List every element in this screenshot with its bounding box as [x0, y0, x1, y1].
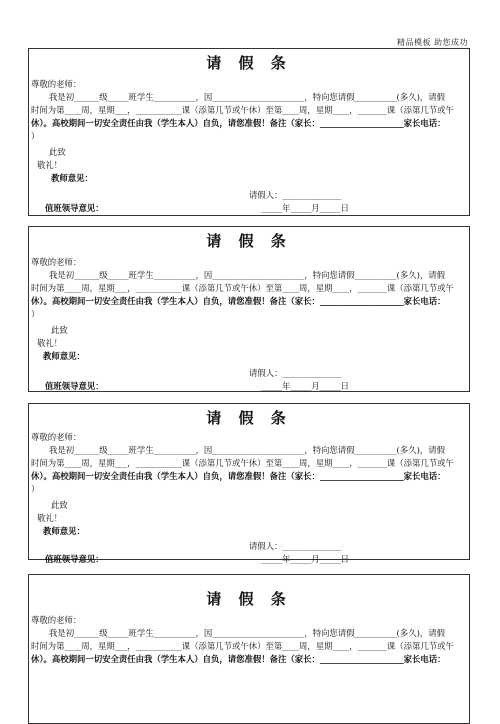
body-line-1: 我是初______级_____班学生__________，因______________________，特向您请假__________(多久)，请假 [49, 628, 445, 638]
body-line-3: 休）。高校期间一切安全责任由我（学生本人）自负，请您准假！备注（家长：____________________家长电话： [31, 654, 446, 664]
body-line-4: ） [31, 309, 40, 319]
closing-2: 敬礼！ [37, 513, 63, 523]
teacher-opinion: 教师意见： [51, 173, 93, 183]
slip-title: 请 假 条 [206, 590, 292, 608]
applicant-row [29, 367, 469, 380]
applicant-label: 请假人： [249, 541, 283, 551]
body-line-1: 我是初______级_____班学生__________，因______________________，特向您请假__________(多久)，请假 [49, 270, 445, 280]
teacher-opinion: 教师意见： [43, 351, 85, 361]
closing-1: 此致 [49, 147, 66, 157]
body-line-1: 我是初______级_____班学生__________，因______________________，特向您请假__________(多久)，请假 [49, 92, 445, 102]
leader-opinion: 值班领导意见： [45, 554, 104, 564]
leader-row [29, 553, 469, 566]
teacher-opinion: 教师意见： [43, 526, 85, 536]
salutation: 尊敬的老师： [31, 257, 82, 267]
body-line-2: 时间为第____周，星期___，___________课（添第几节或午休）至第____周，星期____，_______课（添第几节或午 [31, 283, 454, 293]
slip-title: 请 假 条 [206, 409, 292, 427]
body-line-3: 休）。高校期间一切安全责任由我（学生本人）自负，请您准假！备注（家长：____________________家长电话： [31, 296, 446, 306]
leave-slip-2 [28, 226, 470, 392]
date-text: _____年_____月_____日 [261, 203, 349, 213]
salutation: 尊敬的老师： [31, 432, 82, 442]
leader-row [29, 202, 469, 215]
applicant-blank: ______________ [282, 368, 342, 378]
salutation: 尊敬的老师： [31, 79, 82, 89]
slip-title: 请 假 条 [206, 54, 292, 72]
leader-opinion: 值班领导意见： [45, 381, 104, 391]
leave-slip-1 [28, 48, 470, 216]
applicant-blank: ______________ [282, 541, 342, 551]
body-line-4: ） [31, 484, 40, 494]
body-line-3: 休）。高校期间一切安全责任由我（学生本人）自负，请您准假！备注（家长：____________________家长电话： [31, 471, 446, 481]
slip-title: 请 假 条 [206, 232, 292, 250]
applicant-label: 请假人： [249, 190, 283, 200]
leave-slip-4 [28, 574, 470, 724]
closing-1: 此致 [51, 325, 68, 335]
body-line-2: 时间为第____周，星期___，___________课（添第几节或午休）至第____周，星期____，_______课（添第几节或午 [31, 105, 454, 115]
header-tag: 精品模板 助您成功 [396, 38, 468, 47]
body-line-2: 时间为第____周，星期___，___________课（添第几节或午休）至第____周，星期____，_______课（添第几节或午 [31, 458, 454, 468]
applicant-row [29, 189, 469, 202]
applicant-label: 请假人： [249, 368, 283, 378]
leader-row [29, 380, 469, 393]
closing-1: 此致 [51, 500, 68, 510]
body-line-2: 时间为第____周，星期___，___________课（添第几节或午休）至第____周，星期____，_______课（添第几节或午 [31, 641, 454, 651]
date-text: _____年_____月_____日 [261, 554, 349, 564]
leader-opinion: 值班领导意见： [45, 203, 104, 213]
closing-2: 敬礼！ [37, 338, 63, 348]
body-line-1: 我是初______级_____班学生__________，因______________________，特向您请假__________(多久)，请假 [49, 445, 445, 455]
leave-slip-3 [28, 403, 470, 564]
salutation: 尊敬的老师： [31, 615, 82, 625]
date-text: _____年_____月_____日 [261, 381, 349, 391]
applicant-row [29, 540, 469, 553]
body-line-4: ） [31, 131, 40, 141]
body-line-3: 休）。高校期间一切安全责任由我（学生本人）自负，请您准假！备注（家长：____________________家长电话： [31, 118, 446, 128]
closing-2: 敬礼！ [37, 160, 63, 170]
applicant-blank: ______________ [282, 190, 342, 200]
